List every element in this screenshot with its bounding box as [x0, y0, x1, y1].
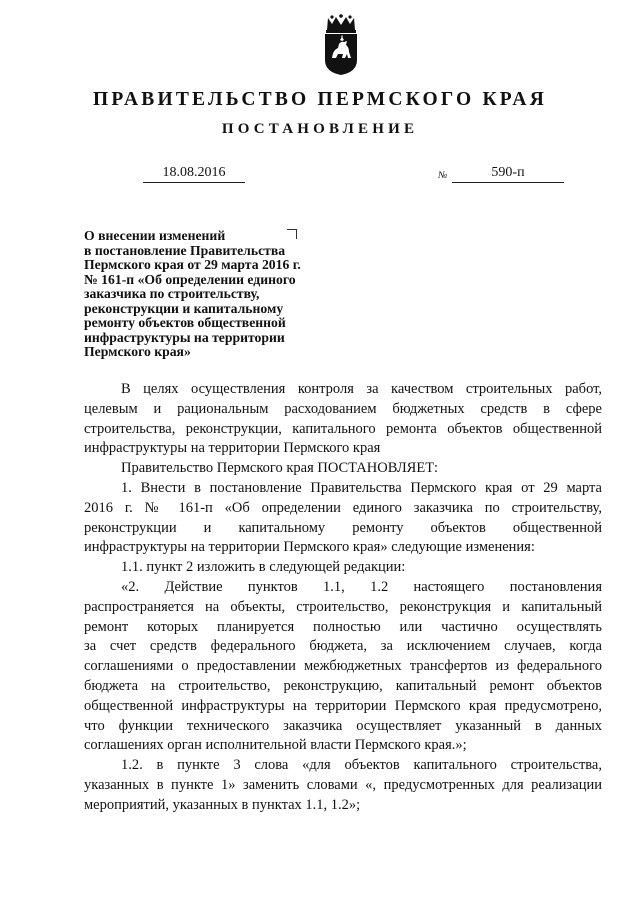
- document-type: ПОСТАНОВЛЕНИЕ: [221, 121, 419, 137]
- body-line: 1.1. пункт 2 изложить в следующей редакции:: [121, 559, 406, 576]
- body-line: Правительство Пермского края ПОСТАНОВЛЯЕТ:: [121, 460, 439, 477]
- body-line: соглашениях орган исполнительной власти Пермского края.»;: [84, 737, 467, 754]
- body-line: общественной инфраструктуры на территории Пермского края предусмотрено,: [84, 697, 602, 714]
- subject-line: инфраструктуры на территории: [84, 329, 285, 345]
- document-number: 590-п: [452, 165, 564, 183]
- body-line: за счет средств федерального бюджета, за исключением случаев, когда: [84, 638, 602, 655]
- body-line: бюджета на строительство, реконструкцию, капитальный ремонт объектов: [84, 677, 602, 694]
- body-line: мероприятий, указанных в пунктах 1.1, 1.2»;: [84, 796, 361, 813]
- subject-line: заказчика по строительству,: [84, 286, 260, 301]
- document-date: 18.08.2016: [143, 165, 245, 183]
- number-sign: №: [438, 170, 448, 181]
- body-line: 2016 г. № 161-п «Об определении единого заказчика по строительству,: [84, 499, 602, 516]
- subject-line: № 161-п «Об определении единого: [84, 271, 296, 287]
- body-line: распространяется на объекты, строительство, реконструкция и капитальный: [84, 598, 602, 615]
- subject-line: ремонту объектов общественной: [84, 315, 286, 330]
- subject-line: Пермского края от 29 марта 2016 г.: [84, 257, 301, 272]
- subject-line: реконструкции и капитальному: [84, 300, 284, 316]
- government-title: ПРАВИТЕЛЬСТВО ПЕРМСКОГО КРАЯ: [93, 89, 547, 110]
- body-line: целевым и рациональным расходованием бюджетных средств в сфере: [84, 400, 602, 417]
- body-line: В целях осуществления контроля за качеством строительных работ,: [121, 381, 602, 397]
- body-line: ремонт которых планируется полностью или частично осуществлять: [84, 618, 602, 635]
- body-line: строительства, реконструкции, капитального ремонта объектов общественной: [84, 420, 602, 437]
- body-line: инфраструктуры на территории Пермского края» следующие изменения:: [84, 539, 535, 556]
- body-line: «2. Действие пунктов 1.1, 1.2 настоящего постановления: [121, 578, 602, 595]
- body-line: 1. Внести в постановление Правительства Пермского края от 29 марта: [121, 479, 602, 496]
- perm-krai-coat-of-arms-icon: [322, 14, 360, 76]
- document-subject: [84, 229, 336, 360]
- body-line: что функции технического заказчика осуществляет указанный в данных: [84, 717, 602, 734]
- body-line: указанных в пункте 1» заменить словами «, предусмотренных для реализации: [84, 776, 602, 793]
- body-line: 1.2. в пункте 3 слова «для объектов капитального строительства,: [121, 757, 602, 774]
- body-line: соглашениями о предоставлении межбюджетных трансфертов из федерального: [84, 658, 602, 675]
- document-body: [84, 380, 602, 816]
- body-line: инфраструктуры на территории Пермского края: [84, 440, 381, 457]
- subject-line: О внесении изменений: [84, 228, 226, 243]
- subject-line: в постановление Правительства: [84, 242, 286, 258]
- body-line: реконструкции и капитальному ремонту объектов общественной: [84, 519, 602, 536]
- subject-line: Пермского края»: [84, 344, 191, 359]
